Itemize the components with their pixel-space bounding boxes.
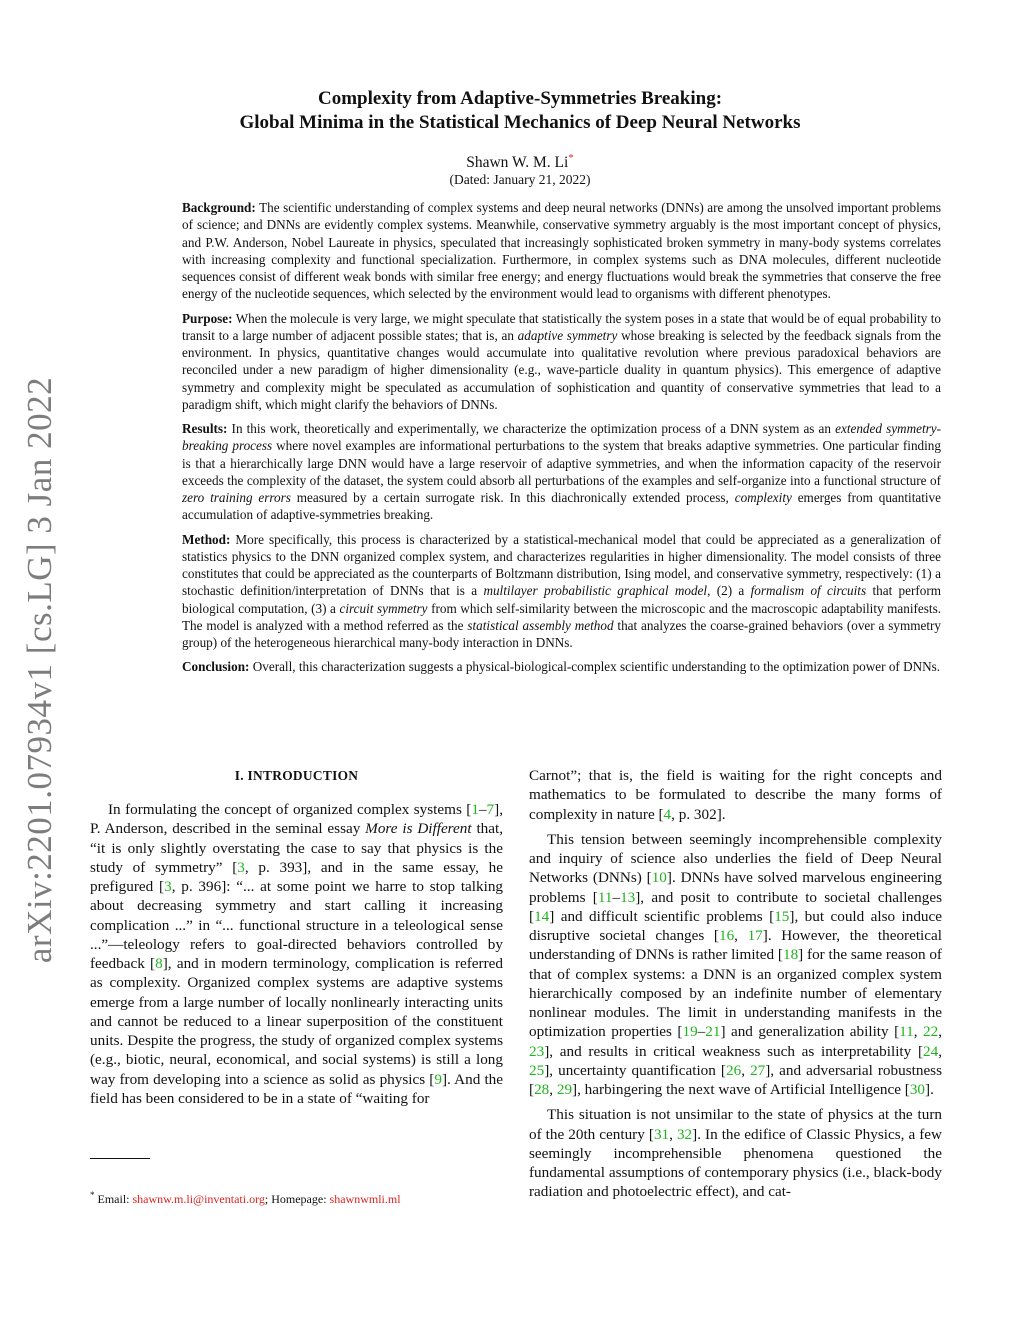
purpose-emphasis: adaptive symmetry <box>517 327 618 343</box>
title-line-2: Global Minima in the Statistical Mechanics of Deep Neural Networks <box>239 112 801 133</box>
intro-paragraph-1 <box>90 800 503 1108</box>
abstract-background <box>182 199 941 303</box>
right-column <box>529 766 942 1202</box>
paragraph-text: , <box>938 1023 942 1041</box>
section-heading-introduction: I. INTRODUCTION <box>234 768 359 783</box>
paragraph-text: Carnot”; that is, the field is waiting for the right concepts and mathematics to be formulated to describe the many forms of complexity in nature [ <box>529 767 942 823</box>
method-text: that analyzes the coarse-grained behaviors (over a symmetry group) of the heterogeneous hierarchical many-body interaction in DNNs. <box>182 617 941 650</box>
paragraph-text: ], and results in critical weakness such as interpretability [ <box>544 1042 924 1060</box>
citation-link[interactable]: 16 <box>718 927 735 944</box>
citation-link[interactable]: 18 <box>782 946 799 964</box>
paragraph-text: ]. <box>925 1081 934 1098</box>
paragraph-text: In formulating the concept of organized complex systems [ <box>108 801 472 818</box>
intro-paragraph-4 <box>529 1105 942 1201</box>
method-emphasis: formalism of circuits <box>750 583 867 599</box>
results-text: where novel examples are informational perturbations to the system that breaks adaptive symmetries. One particular finding is that a hierarchically large DNN would have a large reservoir of adaptive symmetries, and when the information capacity of the reservoir exceeds the complexity of the dataset, the system could absorb all perturbations of the examples and self-organize into a functional structure of <box>182 438 941 488</box>
citation-link[interactable]: 8 <box>155 955 163 972</box>
title-line-1: Complexity from Adaptive-Symmetries Breaking: <box>317 88 723 109</box>
paragraph-text: ], and posit to contribute to societal challenges [ <box>529 888 942 925</box>
citation-link[interactable]: 11 <box>899 1023 914 1041</box>
citation-link[interactable]: 29 <box>556 1081 573 1098</box>
citation-link[interactable]: 22 <box>923 1023 939 1041</box>
results-emphasis: extended symmetry-breaking process <box>182 421 941 454</box>
background-text: The scientific understanding of complex systems and deep neural networks (DNNs) are among the unsolved important problems of science; and DNNs are evidently complex systems. Meanwhile, conservative symmetry arguably is the most important concept of physics, and P.W. Anderson, Nobel Laureate in physics, speculated that increasingly sophisticated broken symmetry in many-body systems correlates with increasing complexity and functional specialization. Furthermore, in complex systems such as DNA molecules, different nucleotide sequences consist of different weak bonds with similar free energy; and energy fluctuations would break the symmetries that conserve the free energy of the nucleotide sequences, which selected by the environment would lead to organisms with different phenotypes. <box>182 200 942 302</box>
abstract-results <box>182 420 941 524</box>
paragraph-text: ], and adversarial robustness [ <box>529 1061 943 1098</box>
dated-line: (Dated: January 21, 2022) <box>449 172 591 187</box>
citation-link[interactable]: 17 <box>747 927 763 944</box>
method-label: Method: <box>182 531 231 547</box>
purpose-text: whose breaking is selected by the feedback signals from the environment. In physics, quantitative changes would accumulate into qualitative revolution where previous paradoxical behaviors are reconciled under a new paradigm of higher dimensionality (e.g., wave-particle duality in quantum physics). This emergence of adaptive symmetry and complexity might be speculated as accumulation of sophistication and quantity of conservative symmetries that lead to a paradigm shift, which might clarify the behaviors of DNNs. <box>182 327 942 412</box>
results-label: Results: <box>182 421 228 436</box>
paragraph-text: – <box>478 801 487 818</box>
method-text: from which self-similarity between the microscopic and the macroscopic adaptability manifests. The model is analyzed with a method referred as the <box>182 600 942 633</box>
paragraph-text: This situation is not unsimilar to the state of physics at the turn of the 20th century [ <box>529 1106 942 1143</box>
footnote-email-label: Email: <box>97 1192 130 1206</box>
email-link[interactable]: shawnw.m.li@inventati.org <box>132 1192 265 1206</box>
citation-link[interactable]: 14 <box>534 907 550 925</box>
paragraph-text: ]. However, the theoretical understanding of DNNs is rather limited [ <box>529 927 942 964</box>
purpose-text: When the molecule is very large, we might speculate that statistically the system poses in a state that would be of equal probability to transit to a large number of adjacent possible states; that is, an <box>182 310 942 343</box>
citation-link[interactable]: 13 <box>620 888 636 906</box>
results-text: emerges from quantitative accumulation of adaptive-symmetries breaking. <box>182 490 942 523</box>
abstract-purpose <box>182 310 941 414</box>
paragraph-text: , <box>734 927 748 944</box>
intro-paragraph-3 <box>529 830 942 1100</box>
paragraph-text: ]. In the edifice of Classic Physics, a few seemingly incomprehensible phenomena questioned the fundamental assumptions of contemporary physics (i.e., black-body radiation and photoelectric effect), and cat- <box>529 1125 942 1201</box>
paragraph-text: ], and in modern terminology, complication is referred as complexity. Organized complex systems are adaptive systems emerge from a large number of locally nonlinearly interacting units and cannot be reduced to a linear superposition of the constituent units. Despite the progress, the study of organized complex systems (e.g., biotic, neural, economical, and social systems) is still a long way from developing into a science as solid as physics [ <box>90 955 503 1088</box>
method-emphasis: statistical assembly method <box>467 617 614 633</box>
citation-link[interactable]: 31 <box>653 1125 670 1143</box>
citation-link[interactable]: 10 <box>651 869 667 887</box>
paragraph-emphasis: More is Different <box>365 820 472 838</box>
results-emphasis: zero training errors <box>182 490 291 505</box>
citation-link[interactable]: 11 <box>597 888 613 906</box>
paragraph-text: , p. 396]: “... at some point we harre to stop talking about decreasing symmetry and start calling it increasing complication ...” in “... functional structure in a teleological sense ...”—teleology refers to goal-directed behaviors controlled by feedback [ <box>90 878 504 972</box>
paragraph-text: , <box>549 1081 557 1098</box>
paper-title <box>150 87 890 135</box>
intro-paragraph-2 <box>529 766 942 824</box>
paragraph-text: ]. And the field has been considered to be in a state of “waiting for <box>90 1070 504 1107</box>
paragraph-text: ] and difficult scientific problems [ <box>549 907 775 925</box>
paragraph-text: ], P. Anderson, described in the seminal essay <box>90 801 503 838</box>
paragraph-text: – <box>697 1023 706 1041</box>
method-text: that perform biological computation, (3) a <box>182 583 942 616</box>
background-label: Background: <box>182 200 256 215</box>
citation-link[interactable]: 32 <box>676 1125 693 1143</box>
footnote-homepage-label: ; Homepage: <box>264 1192 327 1206</box>
results-emphasis: complexity <box>734 490 792 505</box>
citation-link[interactable]: 9 <box>434 1070 442 1088</box>
paragraph-text: ] and generalization ability [ <box>720 1023 900 1041</box>
citation-link[interactable]: 21 <box>705 1023 721 1041</box>
abstract-method <box>182 531 941 652</box>
method-emphasis: multilayer probabilistic graphical model <box>483 583 708 599</box>
citation-link[interactable]: 28 <box>534 1081 550 1098</box>
author-name: Shawn W. M. Li <box>466 154 569 172</box>
footnote <box>90 1190 520 1207</box>
citation-link[interactable]: 4 <box>663 805 672 823</box>
abstract-conclusion <box>182 658 941 675</box>
citation-link[interactable]: 3 <box>164 878 172 895</box>
conclusion-label: Conclusion: <box>182 659 250 675</box>
paragraph-text: ] for the same reason of that of complex systems: a DNN is an organized complex system hierarchically composed by an indefinite number of elementary nonlinear modules. The limit in understanding manifests in the optimization properties [ <box>529 946 942 1041</box>
citation-link[interactable]: 26 <box>726 1061 742 1079</box>
paragraph-text: ], harbingering the next wave of Artificial Intelligence [ <box>572 1081 910 1098</box>
homepage-link[interactable]: shawnwmli.ml <box>329 1192 401 1206</box>
paragraph-text: This tension between seemingly incomprehensible complexity and inquiry of science also underlies the field of Deep Neural Networks (DNNs) [ <box>529 830 942 887</box>
paragraph-text: , p. 393], and in the same essay, he prefigured [ <box>90 858 503 895</box>
paragraph-text: ], but could also induce disruptive societal changes [ <box>529 907 942 944</box>
paragraph-text: , <box>741 1061 751 1079</box>
method-emphasis: circuit symmetry <box>339 600 428 616</box>
citation-link[interactable]: 23 <box>529 1042 545 1060</box>
arxiv-identifier: arXiv:2201.07934v1 [cs.LG] 3 Jan 2022 <box>20 376 59 964</box>
paragraph-text: that, “it is only slightly overstating the case to say that physics is the study of symmetry” [ <box>90 820 504 876</box>
purpose-label: Purpose: <box>182 310 233 326</box>
left-column <box>90 766 503 1108</box>
citation-link[interactable]: 25 <box>529 1061 545 1079</box>
citation-link[interactable]: 1 <box>471 801 479 818</box>
citation-link[interactable]: 24 <box>923 1042 939 1060</box>
paragraph-text: , p. 302]. <box>671 805 726 823</box>
method-text: More specifically, this process is characterized by a statistical-mechanical model that could be appreciated as a generalization of statistics physics to the DNN organized complex system, and characterizes regularities in higher dimensionality. The model consists of three constitutes that could be appreciated as the counterparts of Boltzmann distribution, Ising model, and conservative symmetry, respectively: (1) a stochastic definition/interpretation of DNNs that is a <box>182 531 942 599</box>
footnote-divider <box>90 1158 150 1159</box>
paragraph-text: , <box>913 1023 924 1041</box>
method-text: , (2) a <box>707 583 745 599</box>
footnote-mark: * <box>90 1190 95 1200</box>
author-footnote-mark[interactable]: * <box>568 152 574 164</box>
paragraph-text: – <box>612 888 621 906</box>
citation-link[interactable]: 7 <box>486 801 495 818</box>
conclusion-text: Overall, this characterization suggests a physical-biological-complex scientific understanding to the optimization power of DNNs. <box>252 659 941 675</box>
arxiv-sidebar <box>12 360 68 980</box>
paragraph-text: , <box>669 1125 677 1143</box>
citation-link[interactable]: 3 <box>237 858 245 876</box>
abstract <box>182 199 941 683</box>
citation-link[interactable]: 15 <box>774 907 790 925</box>
results-text: In this work, theoretically and experimentally, we characterize the optimization process of a DNN system as an <box>231 421 831 436</box>
paragraph-text: , <box>938 1042 942 1060</box>
author-line <box>150 152 890 172</box>
results-text: measured by a certain surrogate risk. In this diachronically extended process, <box>296 490 729 505</box>
citation-link[interactable]: 27 <box>750 1061 766 1079</box>
paragraph-text: ], uncertainty quantification [ <box>544 1061 726 1079</box>
paragraph-text: ]. DNNs have solved marvelous engineering problems [ <box>529 869 942 906</box>
citation-link[interactable]: 19 <box>682 1023 698 1041</box>
citation-link[interactable]: 30 <box>909 1081 926 1098</box>
